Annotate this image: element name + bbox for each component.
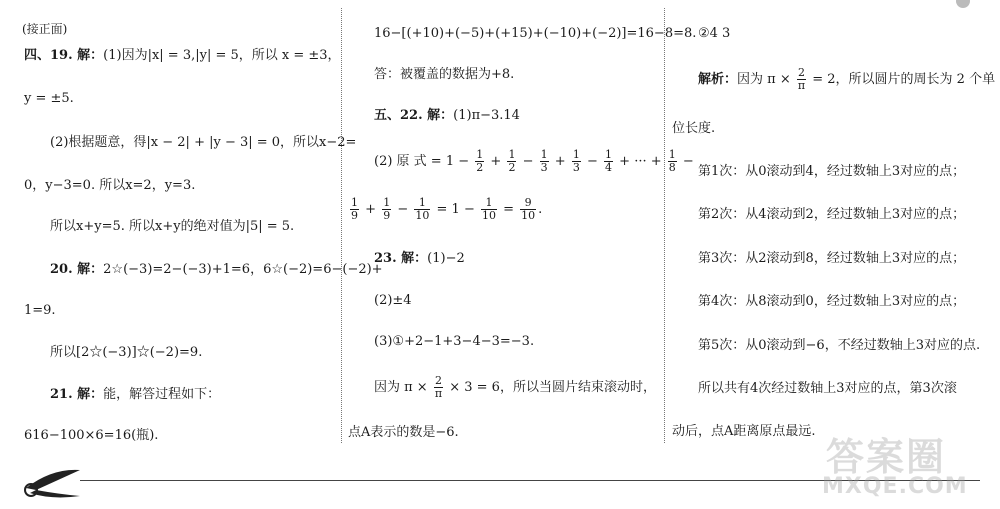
fraction-2-pi: $\frac{2}{\pi}$ [434,374,443,400]
q19-line-3: (2)根据题意，得|x − 2| + |y − 3| = 0，所以x−2= [50,135,357,150]
roll-5: 第5次：从0滚动到−6，不经过数轴上3对应的点. [698,338,981,353]
q23-line-1 [374,250,465,268]
roll-4: 第4次：从8滚动到0，经过数轴上3对应的点； [698,294,966,309]
q22-text: (1)π−3.14 [453,108,520,123]
fraction-1-9: $\frac{1}{9}$ [383,196,391,222]
roll-1: 第1次：从0滚动到4，经过数轴上3对应的点； [698,164,966,179]
q21-label: 21. 解： [50,387,104,402]
conclusion-line-1: 所以共有4次经过数轴上3对应的点，第3次滚 [698,381,957,396]
q23-line-2: (2)±4 [374,293,412,308]
q19-line-2: y = ±5. [24,91,74,106]
fraction-2-pi: $\frac{2}{\pi}$ [797,66,806,92]
continued-label: (接正面) [22,22,68,36]
column-divider-1 [341,8,342,443]
scissors-icon [22,466,82,500]
q19-label: 四、19. 解： [24,48,104,63]
analysis-line-2: 位长度. [672,121,716,136]
q22-line-2: (2) 原 式 = 1 − $\frac{1}{2}$ + $\frac{1}{2}$ − $\frac{1}{3}$ + $\frac{1}{3}$ − $\frac{1}{4}$ + ··· + $\frac{1}{8}$ − [374,148,694,174]
q23-line-3: (3)①+2−1+3−4−3=−3. [374,334,535,349]
q22-label: 五、22. 解： [374,108,454,123]
q21-line-1 [50,386,220,404]
q20-label: 20. 解： [50,262,104,277]
watermark-bottom-text: MXQE.COM [822,474,968,499]
fraction-1-2: $\frac{1}{2}$ [476,148,484,174]
watermark-top-text: 答案圈 [826,435,947,479]
q22-expr-start: (2) 原 式 = 1 − [374,154,470,169]
fraction-1-3: $\frac{1}{3}$ [572,148,580,174]
q21-text: 能，解答过程如下： [103,387,221,402]
fraction-1-10: $\frac{1}{10}$ [481,196,496,222]
watermark-logo [816,420,986,506]
q19-line-5: 所以x+y=5. 所以x+y的绝对值为|5| = 5. [50,219,295,234]
analysis-line-1: 解析：因为 π × $\frac{2}{\pi}$ = 2，所以圆片的周长为 2 个单 [698,66,996,92]
q23-line-4: 因为 π × $\frac{2}{\pi}$ × 3 = 6，所以当圆片结束滚动时， [374,374,656,400]
q23-line-5: 点A表示的数是−6. [348,425,459,440]
q21-line-2: 616−100×6=16(瓶). [24,428,159,443]
q19-line-1 [24,47,341,65]
fraction-9-10: $\frac{9}{10}$ [521,196,536,222]
fraction-1-10: $\frac{1}{10}$ [415,196,430,222]
q20-text: 2☆(−3)=2−(−3)+1=6，6☆(−2)=6−(−2)+ [103,262,383,277]
q22-line-3: $\frac{1}{9}$ + $\frac{1}{9}$ − $\frac{1}{10}$ = 1 − $\frac{1}{10}$ = $\frac{9}{10}$ . [351,196,543,222]
analysis-label: 解析： [698,72,738,87]
q23-sub-answer: ②4 3 [698,26,731,41]
column-divider-2 [664,8,665,443]
q23-text: (1)−2 [427,251,465,266]
fraction-1-4: $\frac{1}{4}$ [605,148,613,174]
column-3 [672,0,996,470]
fraction-1-9: $\frac{1}{9}$ [351,196,358,222]
fraction-1-2: $\frac{1}{2}$ [508,148,516,174]
roll-3: 第3次：从2滚动到8，经过数轴上3对应的点； [698,251,966,266]
fraction-1-3: $\frac{1}{3}$ [540,148,548,174]
q21-calc: 16−[(+10)+(−5)+(+15)+(−10)+(−2)]=16−8=8. [374,26,697,41]
q19-line-4: 0，y−3=0. 所以x=2，y=3. [24,178,196,193]
conclusion-line-2: 动后，点A距离原点最远. [672,424,816,439]
q21-answer: 答：被覆盖的数据为+8. [374,67,515,82]
q19-text: (1)因为|x| = 3,|y| = 5，所以 x = ±3， [103,48,341,63]
roll-2: 第2次：从4滚动到2，经过数轴上3对应的点； [698,207,966,222]
q20-line-3: 所以[2☆(−3)]☆(−2)=9. [50,345,203,360]
fraction-1-8: $\frac{1}{8}$ [668,148,676,174]
q20-line-2: 1=9. [24,303,56,318]
q20-line-1 [50,261,383,279]
q22-line-1 [374,107,520,125]
q23-label: 23. 解： [374,251,428,266]
